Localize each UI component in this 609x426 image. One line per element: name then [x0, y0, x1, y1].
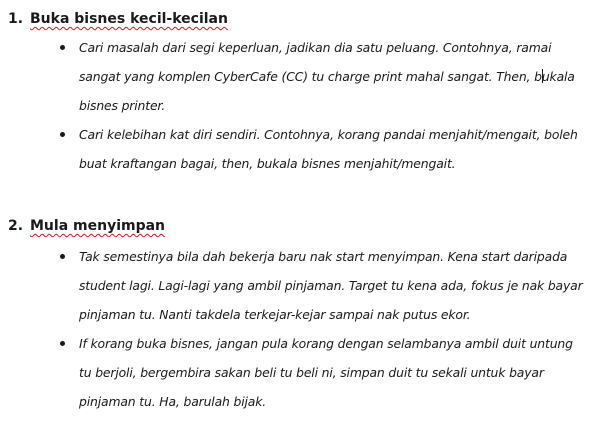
section-2-heading [8, 217, 165, 235]
list-item-text: Cari kelebihan kat diri sendiri. Contohnya, korang pandai menjahit/mengait, boleh buat kraftangan bagai, then, bukala bisnes menjahit/mengait. [79, 127, 578, 171]
section-1-heading [8, 10, 228, 28]
list-item [0, 329, 589, 416]
section-1-number: 1. [8, 11, 24, 27]
section-1-list [0, 33, 609, 178]
section-2-title: Mula menyimpan [30, 218, 166, 234]
list-item-text-part-a: b [534, 69, 542, 84]
section-1-title: Buka bisnes kecil-kecilan [30, 11, 228, 27]
list-item [0, 33, 589, 120]
bullet-icon [60, 254, 65, 259]
bullet-icon [60, 132, 65, 137]
section-2-list [0, 242, 609, 416]
bullet-icon [60, 341, 65, 346]
list-item [0, 242, 589, 329]
section-2-number: 2. [8, 218, 24, 234]
list-item-text-part-b: ukala bisnes printer. [79, 69, 575, 113]
list-item-text: Tak semestinya bila dah bekerja baru nak start menyimpan. Kena start daripada student lagi. Lagi-lagi yang ambil pinjaman. Target tu kena ada, fokus je nak bayar pinjaman tu. Nanti takdela terkejar-kejar sampai nak putus ekor. [79, 249, 583, 322]
list-item-text: Cari masalah dari segi keperluan, jadikan dia satu peluang. Contohnya, ramai sangat yang komplen CyberCafe (CC) tu charge print mahal sangat. Then, [79, 40, 552, 84]
list-item-text: If korang buka bisnes, jangan pula korang dengan selambanya ambil duit untung tu berjoli, bergembira sakan beli tu beli ni, simpan duit tu sekali untuk bayar pinjaman tu. Ha, barulah bijak. [79, 336, 573, 409]
list-item [0, 120, 589, 178]
bullet-icon [60, 45, 65, 50]
